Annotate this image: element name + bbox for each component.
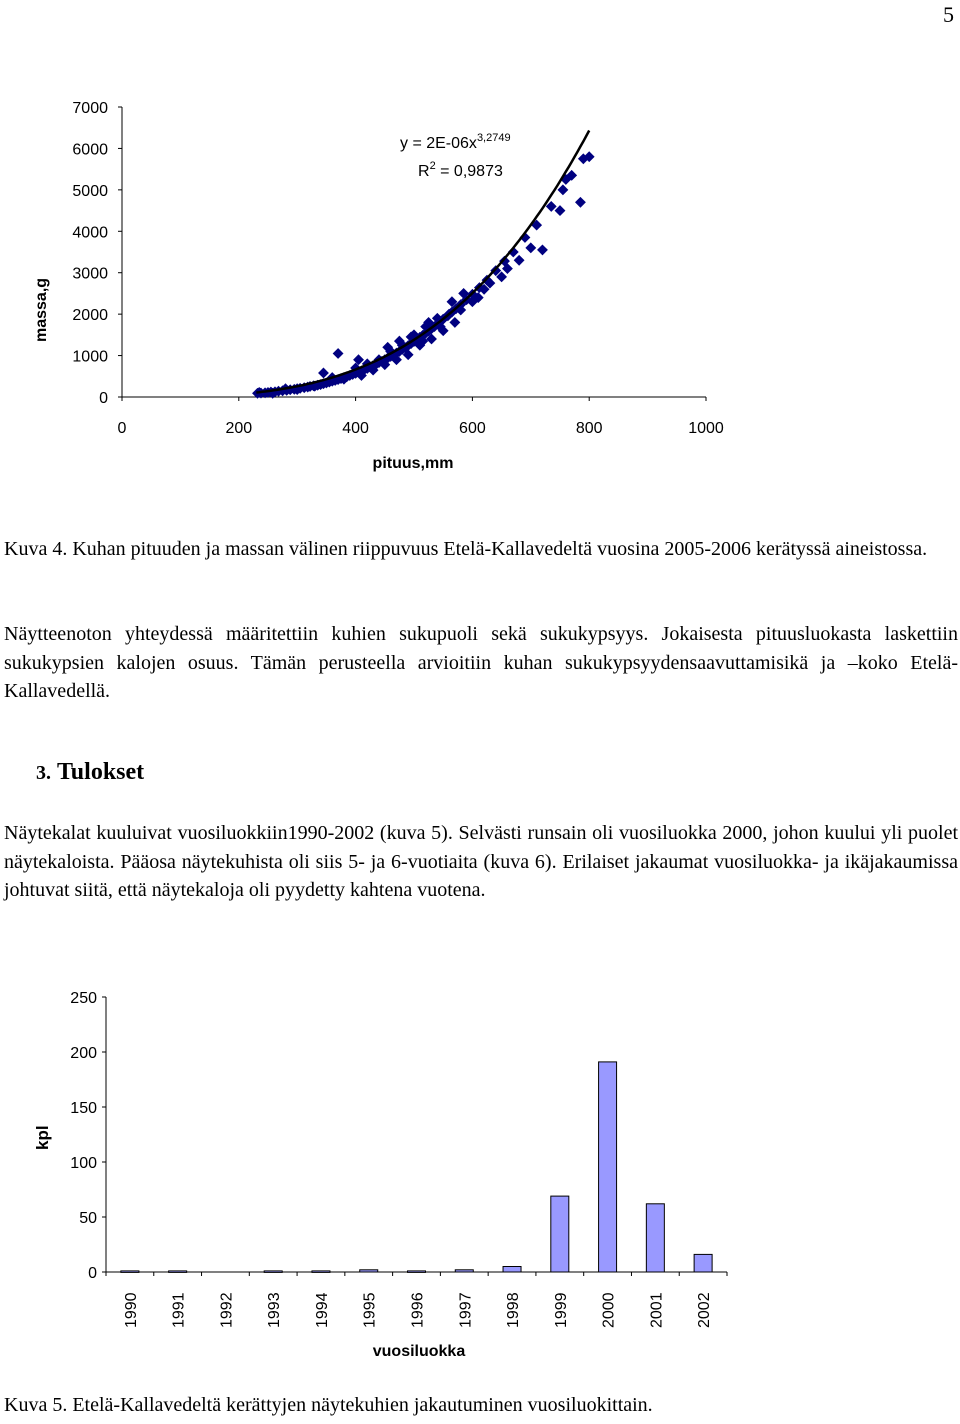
scatter-point [333,349,343,359]
length-mass-scatter-chart [0,90,960,480]
year-class-bar-chart [0,975,960,1385]
scatter-x-tick-label: 200 [225,420,253,437]
bar [408,1271,426,1273]
bar [312,1271,330,1273]
bar-category-label: 1994 [313,1292,331,1328]
bar-y-tick-labels [70,990,106,1282]
figure-5-caption: Kuva 5. Etelä-Kallavedeltä kerättyjen näytekuhien jakautuminen vuosiluokittain. [4,1394,653,1416]
bar-category-label: 1997 [457,1292,475,1328]
bar-category-label: 2002 [696,1292,714,1328]
bar-series [121,1062,712,1273]
bar-category-label: 1999 [552,1292,570,1328]
scatter-y-tick-label: 7000 [72,100,108,117]
bar-y-tick-label: 100 [70,1155,97,1172]
section-title: Tulokset [57,759,145,785]
bar-category-label: 1991 [170,1292,188,1328]
scatter-y-tick-label: 5000 [72,182,108,200]
scatter-point [514,255,524,265]
bar-category-label: 1995 [361,1292,379,1328]
scatter-x-tick-label: 0 [117,420,127,437]
bar-category-label: 1996 [409,1292,427,1328]
scatter-point [537,245,547,255]
equation-base: y = 2E-06x [400,135,477,152]
bar-y-tick-label: 150 [70,1100,97,1117]
scatter-y-tick-label: 1000 [72,348,108,366]
scatter-x-tick-label: 400 [342,420,369,437]
scatter-x-tick-label: 1000 [688,420,724,437]
scatter-y-tick-label: 2000 [72,307,108,325]
scatter-x-tick-labels [118,397,724,437]
bar-y-tick-label: 250 [70,990,97,1007]
bar-y-tick-label: 200 [70,1045,97,1062]
scatter-y-tick-label: 0 [99,390,108,407]
bar-y-tick-label: 0 [88,1265,97,1282]
scatter-x-tick-label: 600 [459,420,486,437]
scatter-x-axis-label: pituus,mm [372,455,454,472]
scatter-point [555,206,565,216]
bar-category-labels [106,1272,727,1328]
bar-y-axis-label: kpl [33,1125,52,1150]
bar-category-label: 2000 [600,1292,618,1328]
scatter-y-tick-label: 4000 [72,224,108,242]
scatter-y-axis-label: massa,g [33,277,50,342]
section-heading [36,759,144,786]
bar [455,1270,473,1272]
paragraph-sampling: Näytteenoton yhteydessä määritettiin kuhien sukupuoli sekä sukukypsyys. Jokaisesta pituusluokasta laskettiin sukukypsien kalojen osuus. Tämän perusteella arvioitiin kuhan sukukypsyydensaavuttamisikä ja –koko Etelä-Kallavedellä. [4,623,958,702]
scatter-point [558,185,568,195]
bar-axes [106,997,727,1272]
bar [121,1271,139,1273]
bar-category-label: 1993 [266,1292,284,1328]
bar [169,1271,187,1273]
bar [360,1270,378,1272]
scatter-y-tick-label: 3000 [72,265,108,283]
scatter-y-tick-labels [72,100,122,407]
bar-category-label: 1990 [122,1292,140,1328]
trendline-r-squared: $R^2 = 0,9873$ [418,160,503,180]
bar [694,1254,712,1272]
bar [264,1271,282,1273]
scatter-x-tick-label: 800 [575,420,603,437]
paragraph-results: Näytekalat kuuluivat vuosiluokkiin1990-2002 (kuva 5). Selvästi runsain oli vuosiluokka 2000, johon kuului yli puolet näytekaloista. Pääosa näytekuhista oli siis 5- ja 6-vuotiaita (kuva 6). Erilaiset jakaumat vuosiluokka- ja ikäjakaumissa johtuvat siitä, että näytekaloja oli pyydetty kahtena vuotena. [4,822,958,901]
bar [503,1267,521,1273]
bar [599,1062,617,1272]
bar [646,1204,664,1272]
equation-exponent: 3,2749 [476,132,511,144]
scatter-point [318,368,328,378]
scatter-point [546,201,556,211]
bar-category-label: 1998 [505,1292,523,1328]
scatter-y-tick-label: 6000 [72,141,108,159]
bar-category-label: 2001 [648,1292,666,1328]
scatter-point [450,317,460,327]
trendline-equation [400,132,511,152]
scatter-points [252,152,594,399]
scatter-point [575,197,585,207]
bar-category-label: 1992 [218,1292,236,1328]
bar-x-axis-label: vuosiluokka [372,1343,466,1360]
section-number: 3. [36,762,51,784]
figure-4-caption: Kuva 4. Kuhan pituuden ja massan välinen riippuvuus Etelä-Kallavedeltä vuosina 2005-2006 kerätyssä aineistossa. [4,538,928,560]
scatter-point [526,243,536,253]
bar-y-tick-label: 50 [79,1210,97,1227]
page-number: 5 [943,2,954,27]
bar [551,1196,569,1272]
